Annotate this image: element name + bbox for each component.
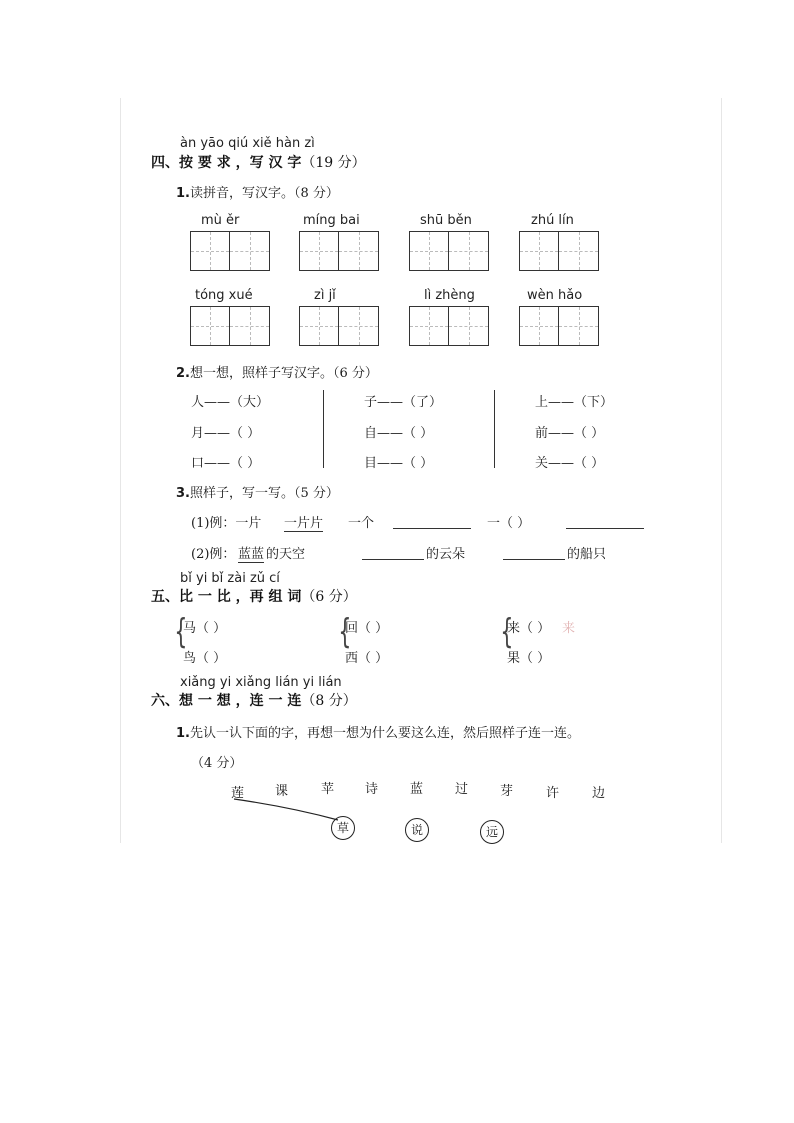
section6-title: 六、想 一 想 ，连 一 连（8 分）	[151, 693, 357, 709]
question-4-2: 2.想一想，照样子写汉字。（6 分）	[176, 366, 378, 381]
writing-grid[interactable]	[409, 231, 489, 271]
section4-title: 四、按 要 求 ，写 汉 字（19 分）	[151, 155, 366, 171]
example-text: 一（ ）	[487, 516, 531, 531]
char-item[interactable]: 边	[592, 786, 606, 801]
column-divider	[323, 390, 324, 468]
char-item[interactable]: 苹	[321, 782, 335, 797]
char-item[interactable]: 莲	[231, 786, 245, 801]
pair-item: 自——（ ）	[364, 426, 434, 441]
pinyin-label: shū běn	[420, 213, 472, 228]
pinyin-label: tóng xué	[195, 288, 253, 303]
example-text: 的天空	[266, 547, 306, 562]
faint-hint-text: 来	[562, 621, 576, 636]
pair-item: 目——（ ）	[364, 456, 434, 471]
question-4-1: 1.读拼音，写汉字。（8 分）	[176, 186, 339, 201]
word-item: 回（ ）	[345, 621, 389, 636]
section4-pinyin: àn yāo qiú xiě hàn zì	[180, 136, 315, 151]
points-note: （4 分）	[191, 756, 243, 771]
brace-icon: {	[338, 612, 352, 652]
pinyin-label: zhú lín	[531, 213, 574, 228]
example-text: 的船只	[567, 547, 607, 562]
char-item[interactable]: 许	[546, 786, 560, 801]
writing-grid[interactable]	[190, 231, 270, 271]
char-item[interactable]: 过	[455, 782, 469, 797]
answer-blank[interactable]	[393, 528, 471, 529]
pinyin-label: míng bai	[303, 213, 360, 228]
pair-item: 上——（下）	[535, 395, 614, 410]
answer-blank[interactable]	[503, 559, 565, 560]
section6-pinyin: xiǎng yi xiǎng lián yi lián	[180, 675, 342, 690]
word-item: 果（ ）	[507, 651, 551, 666]
writing-grid[interactable]	[519, 306, 599, 346]
pinyin-label: zì jǐ	[314, 288, 336, 303]
writing-grid[interactable]	[519, 231, 599, 271]
circled-char[interactable]: 说	[405, 818, 429, 842]
section5-title: 五、比 一 比 ，再 组 词（6 分）	[151, 589, 357, 605]
circled-char[interactable]: 远	[480, 820, 504, 844]
pair-item: 月——（ ）	[191, 426, 261, 441]
pair-item: 前——（ ）	[535, 426, 605, 441]
brace-icon: {	[500, 612, 514, 652]
example-text: 一个	[348, 516, 375, 531]
pinyin-label: wèn hǎo	[527, 288, 583, 303]
writing-grid[interactable]	[409, 306, 489, 346]
section5-pinyin: bǐ yi bǐ zài zǔ cí	[180, 571, 280, 586]
char-item[interactable]: 蓝	[410, 782, 424, 797]
word-item: 鸟（ ）	[183, 651, 227, 666]
word-item: 来（ ）	[507, 621, 551, 636]
answer-blank[interactable]	[566, 528, 644, 529]
question-6-1: 1.先认一认下面的字，再想一想为什么要这么连，然后照样子连一连。	[176, 726, 580, 741]
word-item: 马（ ）	[183, 621, 227, 636]
writing-grid[interactable]	[190, 306, 270, 346]
brace-icon: {	[174, 612, 188, 652]
pair-item: 子——（了）	[364, 395, 443, 410]
pair-item: 关——（ ）	[535, 456, 605, 471]
writing-grid[interactable]	[299, 231, 379, 271]
word-item: 西（ ）	[345, 651, 389, 666]
example-answer: 一片片	[284, 512, 323, 532]
pair-item: 人——（大）	[191, 395, 270, 410]
circled-char[interactable]: 草	[331, 816, 355, 840]
pinyin-label: mù ěr	[201, 213, 240, 228]
char-item[interactable]: 诗	[365, 782, 379, 797]
pair-item: 口——（ ）	[191, 456, 261, 471]
column-divider	[494, 390, 495, 468]
example-text: 的云朵	[426, 547, 466, 562]
pinyin-label: lì zhèng	[424, 288, 475, 303]
question-4-3: 3.照样子，写一写。（5 分）	[176, 486, 339, 501]
example-answer: 蓝蓝	[238, 543, 264, 563]
char-item[interactable]: 课	[275, 784, 289, 799]
example-text: (2)例：	[191, 547, 236, 562]
answer-blank[interactable]	[362, 559, 424, 560]
writing-grid[interactable]	[299, 306, 379, 346]
example-text: (1)例：一片	[191, 516, 262, 531]
char-item[interactable]: 芽	[500, 784, 514, 799]
